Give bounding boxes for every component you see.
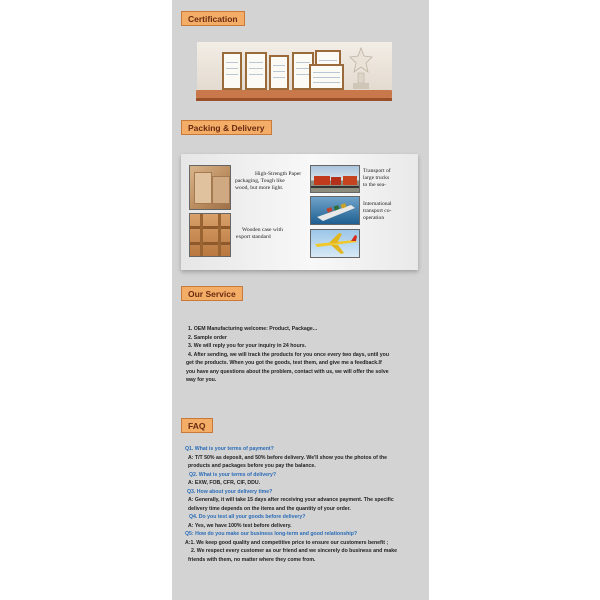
service-line: you have any questions about the problem, contact with us, we will offer the solve [186, 368, 389, 375]
caption-line: International [363, 201, 392, 207]
cargo-ship-icon [311, 197, 359, 224]
certificate-frame [245, 52, 267, 90]
trucks-photo [310, 165, 360, 193]
faq-answer: 2. We respect every customer as our friend and we sincerely do business and make [191, 548, 398, 554]
caption-line: Transport of [363, 168, 391, 174]
section-title-service: Our Service [188, 289, 236, 299]
faq-answer: A: T/T 50% as deposit, and 50% before delivery. We'll show you the photos of the [188, 454, 388, 461]
certificate-frame [269, 55, 289, 90]
wooden-case-photo [189, 213, 231, 257]
cargo-ship-photo [310, 196, 360, 225]
section-tab-certification [181, 11, 245, 26]
service-line: get the products. When you got the goods, test them, and give me a feedback.If [186, 360, 382, 366]
faq-answer: friends with them, no matter where they come from. [188, 556, 316, 563]
section-title-faq: FAQ [188, 421, 206, 431]
section-tab-packing [181, 120, 272, 135]
service-line: 3. We will reply you for your inquiry in 24 hours. [188, 343, 307, 349]
certificate-shelf-edge [196, 98, 392, 101]
certificate-frame [222, 52, 242, 90]
cargo-plane-photo [310, 229, 360, 258]
section-title-packing: Packing & Delivery [188, 123, 265, 133]
section-tab-service [181, 286, 243, 301]
paper-carton-photo [189, 165, 231, 210]
caption-line: wood, but more light. [235, 185, 284, 191]
caption-line: transport co- [363, 208, 392, 214]
caption-line: large trucks [363, 175, 390, 181]
faq-answer: A: Generally, it will take 15 days after receiving your advance payment. The specific [188, 497, 394, 503]
caption-line: High-Strength Paper [255, 171, 302, 177]
faq-answer: A: EXW, FOB, CFR, CIF, DDU. [188, 480, 261, 486]
faq-list [185, 445, 397, 564]
faq-question: Q4. Do you test all your goods before delivery? [189, 514, 306, 520]
trucks-caption [363, 168, 391, 189]
faq-question: Q1. What is your terms of payment? [185, 446, 274, 452]
trophy-icon [349, 46, 373, 90]
caption-line: operation [363, 215, 385, 221]
service-list [188, 325, 389, 385]
paper-packaging-caption [235, 171, 302, 192]
faq-answer: A: Yes, we have 100% test before delivery. [188, 522, 292, 529]
caption-line: packaging, Tough like [235, 178, 285, 184]
airplane-icon [311, 230, 359, 257]
caption-line: export standard [236, 234, 271, 240]
faq-answer: delivery time depends on the items and the quantity of your order. [188, 505, 351, 512]
certificate-frame [309, 64, 344, 90]
ship-caption [363, 201, 392, 222]
service-line: 1. OEM Manufacturing welcome: Product, Package... [188, 326, 318, 332]
faq-question: Q5: How do you make our business long-term and good relationship? [185, 531, 358, 537]
certificate-shelf [196, 90, 392, 98]
section-title-certification: Certification [188, 14, 238, 24]
service-line: 4. After sending, we will track the products for you once every two days, until you [188, 351, 390, 358]
service-line: 2. Sample order [188, 334, 227, 341]
faq-question: Q3. How about your delivery time? [187, 488, 273, 495]
caption-line: to the sea- [363, 182, 386, 188]
faq-answer: A:1. We keep good quality and competitive price to ensure our customers benefit ; [185, 539, 389, 546]
section-tab-faq [181, 418, 213, 433]
wooden-case-caption [236, 227, 283, 241]
service-line: way for you. [186, 377, 217, 383]
caption-line: Wooden case with [242, 227, 283, 233]
faq-answer: products and packages before you pay the balance. [188, 463, 316, 469]
faq-question: Q2. What is your terms of delivery? [189, 471, 277, 478]
